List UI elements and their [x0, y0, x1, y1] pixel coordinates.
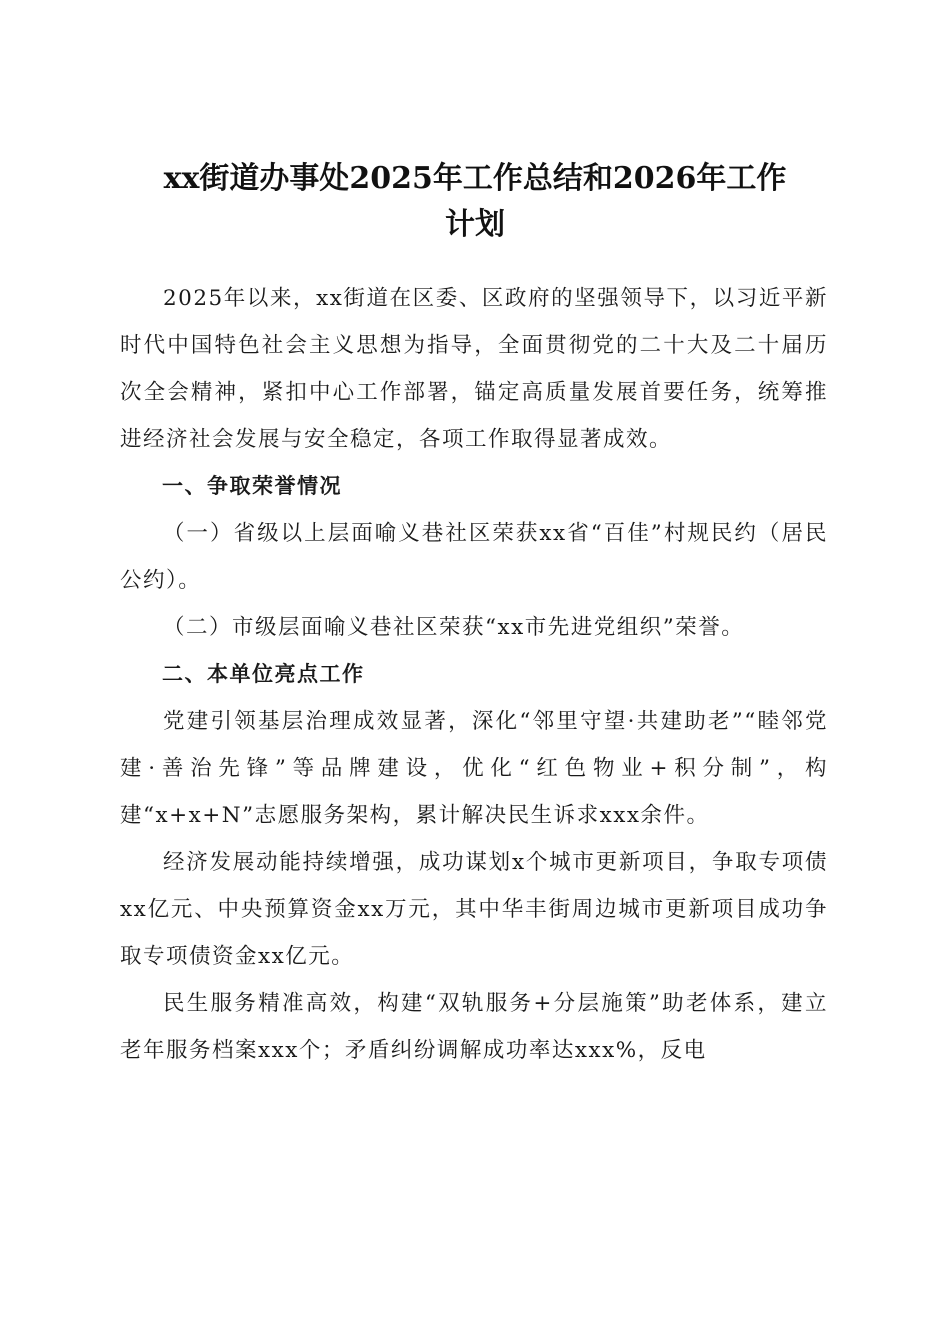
document-body [120, 275, 828, 1074]
intro-paragraph: 2025年以来，xx街道在区委、区政府的坚强领导下，以习近平新时代中国特色社会主义思想为指导，全面贯彻党的二十大及二十届历次全会精神，紧扣中心工作部署，锚定高质量发展首要任务，统筹推进经济社会发展与安全稳定，各项工作取得显著成效。 [120, 286, 828, 452]
highlight-party-building: 党建引领基层治理成效显著，深化“邻里守望·共建助老”“睦邻党建·善治先锋”等品牌建设，优化“红色物业+积分制”，构建“x+x+N”志愿服务架构，累计解决民生诉求xxx余件。 [120, 709, 828, 828]
section-heading-highlights: 二、本单位亮点工作 [162, 662, 365, 686]
honor-item-provincial: （一）省级以上层面喻义巷社区荣获xx省“百佳”村规民约（居民公约）。 [120, 521, 828, 593]
highlight-economy: 经济发展动能持续增强，成功谋划x个城市更新项目，争取专项债xx亿元、中央预算资金xx万元，其中华丰街周边城市更新项目成功争取专项债资金xx亿元。 [120, 850, 828, 969]
title-line-1: xx街道办事处2025年工作总结和2026年工作 [163, 161, 787, 197]
document-title [100, 156, 850, 248]
title-line-2: 计划 [445, 207, 505, 243]
honor-item-municipal: （二）市级层面喻义巷社区荣获“xx市先进党组织”荣誉。 [163, 615, 745, 640]
highlight-livelihood: 民生服务精准高效，构建“双轨服务+分层施策”助老体系，建立老年服务档案xxx个；矛盾纠纷调解成功率达xxx%，反电 [120, 991, 828, 1063]
section-heading-honors: 一、争取荣誉情况 [162, 474, 342, 498]
